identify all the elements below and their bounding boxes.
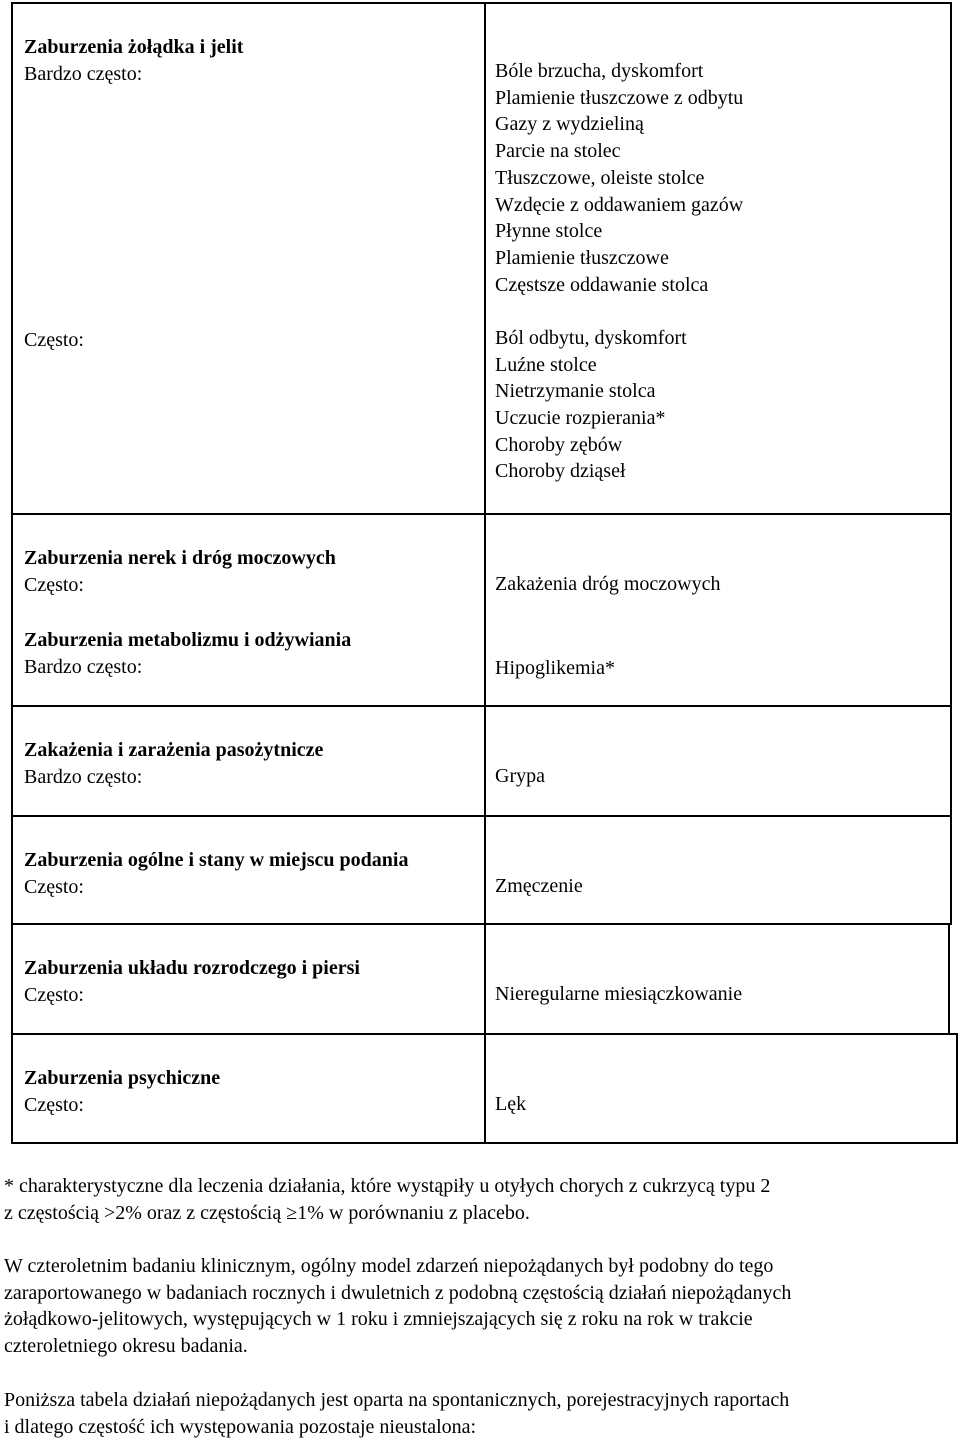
effect-item: Grypa xyxy=(495,765,545,787)
effect-item: Płynne stolce xyxy=(495,220,603,243)
effect-item: Uczucie rozpierania* xyxy=(495,406,666,429)
footnote xyxy=(4,1173,954,1226)
effect-item: Choroby zębów xyxy=(495,433,623,456)
table-cell-reproductive-right xyxy=(484,923,950,1035)
section-heading-psychiatric: Zaburzenia psychiczne xyxy=(24,1067,221,1089)
effect-item: Parcie na stolec xyxy=(495,140,621,163)
table-cell-psychiatric-left xyxy=(11,1033,486,1144)
frequency-common: Często: xyxy=(24,983,84,1006)
effect-item: Luźne stolce xyxy=(495,353,597,376)
table-cell-renal-right xyxy=(484,513,952,707)
effect-item: Wzdęcie z oddawaniem gazów xyxy=(495,193,744,216)
table-cell-infections-left xyxy=(11,705,486,817)
frequency-very-common: Bardzo często: xyxy=(24,765,143,788)
effect-item: Hipoglikemia* xyxy=(495,656,615,679)
effect-item: Gazy z wydzieliną xyxy=(495,113,644,136)
effect-item: Bóle brzucha, dyskomfort xyxy=(495,60,704,82)
table-cell-psychiatric-right xyxy=(484,1033,958,1144)
effect-item: Lęk xyxy=(495,1093,527,1115)
frequency-common: Często: xyxy=(24,329,84,352)
section-heading-infections: Zakażenia i zarażenia pasożytnicze xyxy=(24,739,324,761)
frequency-common: Często: xyxy=(24,573,84,596)
effect-item: Częstsze oddawanie stolca xyxy=(495,273,709,296)
footnote-line: * charakterystyczne dla leczenia działania, które wystąpiły u otyłych chorych z cukrzycą typu 2 xyxy=(4,1175,771,1197)
effect-item: Zmęczenie xyxy=(495,875,583,897)
paragraph-four-year-study xyxy=(4,1253,954,1360)
table-cell-gastro-left xyxy=(11,2,486,515)
table-cell-general-right xyxy=(484,815,952,925)
effect-item: Zakażenia dróg moczowych xyxy=(495,573,721,595)
effect-item: Nietrzymanie stolca xyxy=(495,380,656,403)
effect-item: Choroby dziąseł xyxy=(495,460,626,483)
footnote-line: z częstością >2% oraz z częstością ≥1% w porównaniu z placebo. xyxy=(4,1201,530,1224)
table-cell-general-left xyxy=(11,815,486,925)
section-heading-reproductive: Zaburzenia układu rozrodczego i piersi xyxy=(24,957,360,979)
section-heading-gastro: Zaburzenia żołądka i jelit xyxy=(24,36,244,58)
paragraph-line: Poniższa tabela działań niepożądanych jest oparta na spontanicznych, porejestracyjnych raportach xyxy=(4,1389,790,1411)
effect-item: Tłuszczowe, oleiste stolce xyxy=(495,166,705,189)
frequency-very-common: Bardzo często: xyxy=(24,62,143,85)
paragraph-line: zaraportowanego w badaniach rocznych i dwuletnich z podobną częstością działań niepożądanych xyxy=(4,1281,792,1304)
paragraph-line: i dlatego częstość ich występowania pozostaje nieustalona: xyxy=(4,1415,477,1438)
table-cell-infections-right xyxy=(484,705,952,817)
section-heading-metabolism: Zaburzenia metabolizmu i odżywiania xyxy=(24,629,352,652)
effect-item: Ból odbytu, dyskomfort xyxy=(495,326,687,349)
table-cell-renal-left xyxy=(11,513,486,707)
frequency-common: Często: xyxy=(24,1093,84,1116)
effect-item: Plamienie tłuszczowe z odbytu xyxy=(495,86,744,109)
frequency-very-common: Bardzo często: xyxy=(24,656,143,679)
table-cell-gastro-right xyxy=(484,2,952,515)
paragraph-postmarketing xyxy=(4,1387,954,1440)
section-heading-renal: Zaburzenia nerek i dróg moczowych xyxy=(24,547,336,569)
paragraph-line: W czteroletnim badaniu klinicznym, ogólny model zdarzeń niepożądanych był podobny do tego xyxy=(4,1255,774,1277)
effect-item: Nieregularne miesiączkowanie xyxy=(495,983,743,1005)
section-heading-general: Zaburzenia ogólne i stany w miejscu podania xyxy=(24,849,409,871)
table-cell-reproductive-left xyxy=(11,923,486,1035)
paragraph-line: czteroletniego okresu badania. xyxy=(4,1335,248,1358)
paragraph-line: żołądkowo-jelitowych, występujących w 1 roku i zmniejszających się z roku na rok w trakcie xyxy=(4,1308,753,1331)
frequency-common: Często: xyxy=(24,875,84,898)
effect-item: Plamienie tłuszczowe xyxy=(495,246,669,269)
